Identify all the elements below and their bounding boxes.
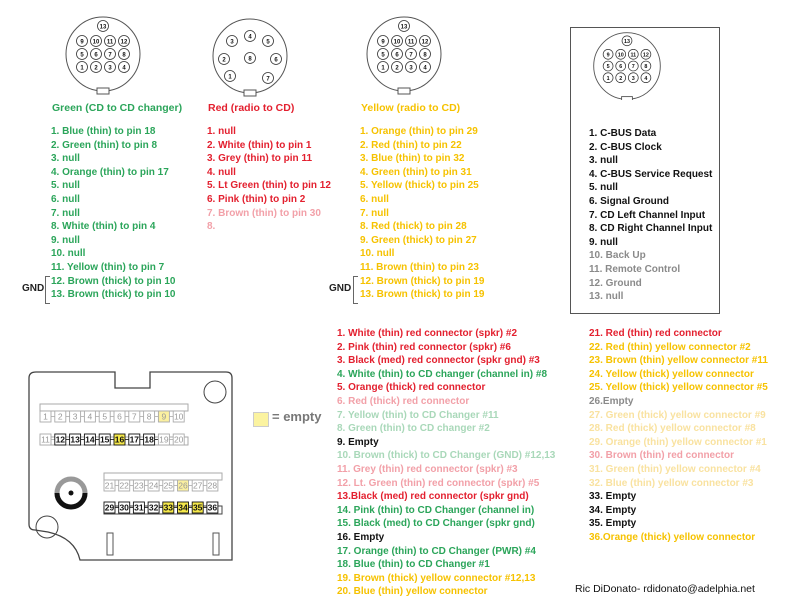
svg-text:19: 19: [159, 434, 169, 445]
list-item: 6. Signal Ground: [589, 195, 670, 207]
green-gnd-label: GND: [22, 283, 45, 294]
list-item: 11. Brown (thin) to pin 23: [360, 261, 479, 273]
list-item: 31. Green (thin) yellow connector #4: [589, 463, 761, 475]
list-item: 9. Empty: [337, 436, 379, 448]
list-item: 8. Red (thick) to pin 28: [360, 221, 467, 233]
pin-number: 4: [248, 34, 252, 41]
svg-text:33: 33: [163, 502, 174, 513]
green-pin-list: [51, 125, 175, 302]
harness-pin-list-21-36: [589, 327, 768, 545]
pin-number: 7: [266, 76, 270, 83]
harness-pin: [133, 502, 148, 513]
pin-number: 5: [606, 64, 610, 71]
pin-number: 7: [409, 52, 413, 59]
list-item: 5. Yellow (thick) to pin 25: [360, 180, 479, 192]
svg-text:34: 34: [178, 502, 188, 513]
harness-pin: [133, 480, 148, 491]
harness-pin: [148, 480, 163, 491]
list-item: 2. Pink (thin) red connector (spkr) #6: [337, 341, 511, 353]
harness-pin: [178, 480, 193, 491]
list-item: 14. Pink (thin) to CD Changer (channel in): [337, 504, 535, 516]
harness-pin: [104, 502, 119, 513]
list-item: 10. null: [51, 248, 86, 260]
harness-pin: [173, 411, 184, 422]
pin-number: 9: [381, 39, 385, 46]
svg-text:28: 28: [207, 480, 218, 491]
pin-number: 8: [644, 64, 648, 71]
svg-text:32: 32: [148, 502, 159, 513]
list-item: 10. Back Up: [589, 250, 646, 262]
list-item: 28. Red (thick) yellow connector #8: [589, 423, 756, 435]
yellow-gnd-bracket: [353, 276, 358, 304]
harness-pin: [207, 502, 218, 513]
list-item: 3. Black (med) red connector (spkr gnd) #3: [337, 355, 540, 367]
pin-number: 1: [228, 74, 232, 81]
pin-number: 3: [108, 65, 112, 72]
svg-text:25: 25: [163, 480, 174, 491]
harness-pin: [119, 502, 134, 513]
mounting-hole-icon: [204, 381, 226, 403]
pin-number: 8: [423, 52, 427, 59]
pin-number: 6: [395, 52, 399, 59]
pin-number: 1: [381, 65, 385, 72]
list-item: 7. Brown (thin) to pin 30: [207, 207, 321, 219]
svg-text:5: 5: [102, 411, 108, 422]
list-item: 11. Grey (thin) red connector (spkr) #3: [337, 463, 518, 475]
pin-number: 8: [248, 56, 252, 63]
svg-text:27: 27: [192, 480, 203, 491]
harness-pin: [114, 411, 129, 422]
pin-number: 3: [409, 65, 413, 72]
list-item: 1. null: [207, 126, 236, 137]
list-item: 12. Brown (thick) to pin 10: [51, 275, 176, 287]
list-item: 1. White (thin) red connector (spkr) #2: [337, 328, 518, 339]
pin-number: 1: [606, 75, 610, 82]
pin-number: 6: [274, 57, 278, 64]
list-item: 7. CD Left Channel Input: [589, 209, 706, 221]
list-item: 18. Blue (thin) to CD Changer #1: [337, 559, 490, 571]
red-connector-title: Red (radio to CD): [208, 102, 295, 114]
list-item: 12. Lt. Green (thin) red connector (spkr) #5: [337, 477, 540, 489]
pin-number: 6: [619, 64, 623, 71]
list-item: 2. Red (thin) to pin 22: [360, 139, 462, 151]
pin-number: 2: [94, 65, 98, 72]
list-item: 4. White (thin) to CD changer (channel in) #8: [337, 368, 548, 380]
list-item: 3. Grey (thin) to pin 11: [207, 153, 313, 165]
list-item: 4. Orange (thin) to pin 17: [51, 166, 169, 178]
list-item: 9. null: [51, 234, 80, 246]
list-item: 7. null: [360, 207, 389, 219]
list-item: 8. White (thin) to pin 4: [51, 221, 156, 233]
pin-number: 4: [644, 75, 648, 82]
pin-number: 2: [395, 65, 399, 72]
list-item: 23. Brown (thin) yellow connector #11: [589, 355, 768, 367]
harness-pin: [148, 502, 163, 513]
svg-text:10: 10: [173, 411, 184, 422]
list-item: 1. C-BUS Data: [589, 128, 657, 139]
svg-text:24: 24: [148, 480, 159, 491]
harness-pin: [158, 411, 173, 422]
harness-pin: [192, 480, 207, 491]
list-item: 8.: [207, 221, 216, 233]
svg-text:15: 15: [99, 434, 110, 445]
svg-text:17: 17: [129, 434, 140, 445]
pin-number: 5: [266, 39, 270, 46]
svg-text:29: 29: [104, 502, 115, 513]
empty-legend-swatch: [253, 412, 269, 427]
harness-connector: [0, 360, 250, 570]
svg-text:21: 21: [104, 480, 115, 491]
harness-pin: [55, 434, 70, 445]
list-item: 4. Green (thin) to pin 31: [360, 166, 472, 178]
list-item: 9. null: [589, 236, 618, 248]
list-item: 5. Orange (thick) red connector: [337, 382, 486, 394]
harness-pin: [70, 411, 85, 422]
list-item: 6. Red (thick) red connector: [337, 395, 470, 407]
pin-number: 13: [99, 24, 107, 31]
connector-outline: [29, 372, 232, 560]
pin-number: 12: [120, 39, 128, 46]
list-item: 10. Brown (thick) to CD Changer (GND) #12,13: [337, 450, 556, 462]
list-item: 36.Orange (thick) yellow connector: [589, 531, 756, 543]
list-item: 1. Orange (thin) to pin 29: [360, 126, 478, 137]
svg-text:12: 12: [55, 434, 66, 445]
list-item: 4. C-BUS Service Request: [589, 168, 713, 180]
pin-number: 6: [94, 52, 98, 59]
green-gnd-bracket: [45, 276, 50, 304]
list-item: 1. Blue (thin) to pin 18: [51, 126, 156, 137]
harness-pin: [173, 434, 184, 445]
pin-number: 5: [381, 52, 385, 59]
reference-pin-list: [589, 127, 712, 304]
list-item: 21. Red (thin) red connector: [589, 328, 722, 339]
mounting-hole-icon: [36, 516, 58, 538]
yellow-connector-diagram: [367, 17, 441, 94]
list-item: 11. Yellow (thin) to pin 7: [51, 261, 165, 273]
list-item: 13.Black (med) red connector (spkr gnd): [337, 491, 529, 503]
pin-number: 7: [108, 52, 112, 59]
list-item: 17. Orange (thin) to CD Changer (PWR) #4: [337, 545, 536, 557]
svg-text:26: 26: [178, 480, 188, 491]
list-item: 10. null: [360, 248, 395, 260]
red-pin-list: [207, 125, 331, 234]
pin-number: 8: [122, 52, 126, 59]
author-credit: Ric DiDonato- rdidonato@adelphia.net: [575, 583, 755, 595]
pin-number: 5: [80, 52, 84, 59]
svg-text:36: 36: [207, 502, 218, 513]
svg-text:35: 35: [192, 502, 203, 513]
svg-text:20: 20: [173, 434, 184, 445]
green-connector-title: Green (CD to CD changer): [52, 102, 183, 114]
harness-pin: [40, 411, 55, 422]
harness-pin: [163, 502, 178, 513]
harness-pin: [144, 411, 159, 422]
harness-pin: [114, 434, 129, 445]
list-item: 8. CD Right Channel Input: [589, 223, 713, 235]
list-item: 13. Brown (thick) to pin 10: [51, 289, 176, 301]
svg-text:11: 11: [41, 434, 50, 445]
harness-pin: [40, 434, 55, 445]
list-item: 19. Brown (thick) yellow connector #12,13: [337, 572, 536, 584]
pin-number: 13: [400, 24, 408, 31]
yellow-connector-title: Yellow (radio to CD): [361, 102, 461, 114]
svg-text:7: 7: [131, 411, 137, 422]
list-item: 20. Blue (thin) yellow connector: [337, 586, 488, 598]
svg-text:2: 2: [57, 411, 63, 422]
pin-number: 4: [423, 65, 427, 72]
pin-number: 3: [631, 75, 635, 82]
harness-pin: [207, 480, 218, 491]
harness-pin: [163, 480, 178, 491]
list-item: 13. Brown (thick) to pin 19: [360, 289, 485, 301]
pin-number: 10: [92, 39, 100, 46]
list-item: 2. C-BUS Clock: [589, 141, 662, 153]
list-item: 11. Remote Control: [589, 263, 681, 275]
harness-pin: [104, 480, 119, 491]
harness-pin: [119, 480, 134, 491]
list-item: 13. null: [589, 291, 624, 303]
svg-text:3: 3: [72, 411, 78, 422]
latch-slot: [213, 533, 219, 555]
svg-text:1: 1: [43, 411, 48, 422]
svg-text:18: 18: [144, 434, 154, 445]
pin-number: 12: [642, 52, 649, 59]
svg-text:13: 13: [70, 434, 80, 445]
pin-number: 12: [421, 39, 429, 46]
list-item: 16. Empty: [337, 531, 385, 543]
list-item: 12. Brown (thick) to pin 19: [360, 275, 485, 287]
pin-number: 4: [122, 65, 126, 72]
list-item: 3. null: [51, 153, 80, 165]
list-item: 15. Black (med) to CD Changer (spkr gnd): [337, 518, 535, 530]
red-connector-diagram: [213, 19, 287, 96]
pin-number: 10: [393, 39, 401, 46]
list-item: 27. Green (thick) yellow connector #9: [589, 409, 766, 421]
list-item: 2. Green (thin) to pin 8: [51, 139, 158, 151]
harness-pin: [158, 434, 173, 445]
svg-text:9: 9: [161, 411, 167, 422]
pin-number: 3: [230, 39, 234, 46]
list-item: 3. null: [589, 155, 618, 167]
list-item: 5. null: [51, 180, 80, 192]
list-item: 2. White (thin) to pin 1: [207, 139, 312, 151]
pin-number: 13: [624, 38, 630, 45]
pin-number: 11: [630, 52, 637, 59]
list-item: 35. Empty: [589, 518, 637, 530]
empty-legend-label: = empty: [272, 409, 322, 424]
harness-pin: [178, 502, 193, 513]
svg-text:4: 4: [87, 411, 93, 422]
list-item: 6. Pink (thin) to pin 2: [207, 193, 306, 205]
list-item: 7. null: [51, 207, 80, 219]
list-item: 6. null: [51, 193, 80, 205]
list-item: 8. Green (thin) to CD changer #2: [337, 423, 490, 435]
harness-pin: [55, 411, 70, 422]
list-item: 7. Yellow (thin) to CD Changer #11: [337, 409, 499, 421]
svg-text:31: 31: [134, 502, 144, 513]
list-item: 3. Blue (thin) to pin 32: [360, 153, 465, 165]
svg-text:30: 30: [119, 502, 129, 513]
harness-pin: [129, 411, 144, 422]
pin-number: 7: [631, 64, 635, 71]
pin-number: 1: [80, 65, 84, 72]
list-item: 34. Empty: [589, 504, 637, 516]
harness-pin: [84, 434, 99, 445]
list-item: 5. null: [589, 182, 618, 194]
svg-text:6: 6: [117, 411, 122, 422]
harness-pin: [192, 502, 207, 513]
svg-text:14: 14: [85, 434, 95, 445]
pin-number: 2: [222, 57, 226, 64]
list-item: 4. null: [207, 166, 236, 178]
list-item: 25. Yellow (thick) yellow connector #5: [589, 382, 768, 394]
svg-text:23: 23: [134, 480, 144, 491]
svg-text:16: 16: [114, 434, 125, 445]
pin-number: 10: [617, 52, 624, 59]
harness-pin-list-1-20: [337, 327, 555, 599]
svg-text:8: 8: [146, 411, 152, 422]
harness-pin: [99, 411, 114, 422]
harness-pin: [129, 434, 144, 445]
list-item: 33. Empty: [589, 491, 637, 503]
green-connector-diagram: [66, 17, 140, 94]
harness-pin: [144, 434, 159, 445]
pin-number: 2: [619, 75, 623, 82]
harness-pin: [99, 434, 114, 445]
list-item: 9. Green (thick) to pin 27: [360, 234, 477, 246]
list-item: 6. null: [360, 193, 389, 205]
list-item: 32. Blue (thin) yellow connector #3: [589, 477, 754, 489]
list-item: 24. Yellow (thick) yellow connector: [589, 368, 754, 380]
latch-slot: [107, 533, 113, 555]
list-item: 26.Empty: [589, 395, 634, 407]
pin-number: 11: [407, 39, 415, 46]
list-item: 29. Orange (thin) yellow connector #1: [589, 436, 767, 448]
harness-pin: [70, 434, 85, 445]
pin-number: 9: [80, 39, 84, 46]
pin-number: 11: [106, 39, 114, 46]
harness-pin: [84, 411, 99, 422]
list-item: 22. Red (thin) yellow connector #2: [589, 341, 751, 353]
svg-text:22: 22: [119, 480, 129, 491]
list-item: 30. Brown (thin) red connector: [589, 450, 735, 462]
list-item: 5. Lt Green (thin) to pin 12: [207, 180, 331, 192]
yellow-gnd-label: GND: [329, 283, 352, 294]
yellow-pin-list: [360, 125, 484, 302]
list-item: 12. Ground: [589, 277, 642, 289]
pin-number: 9: [606, 52, 610, 59]
